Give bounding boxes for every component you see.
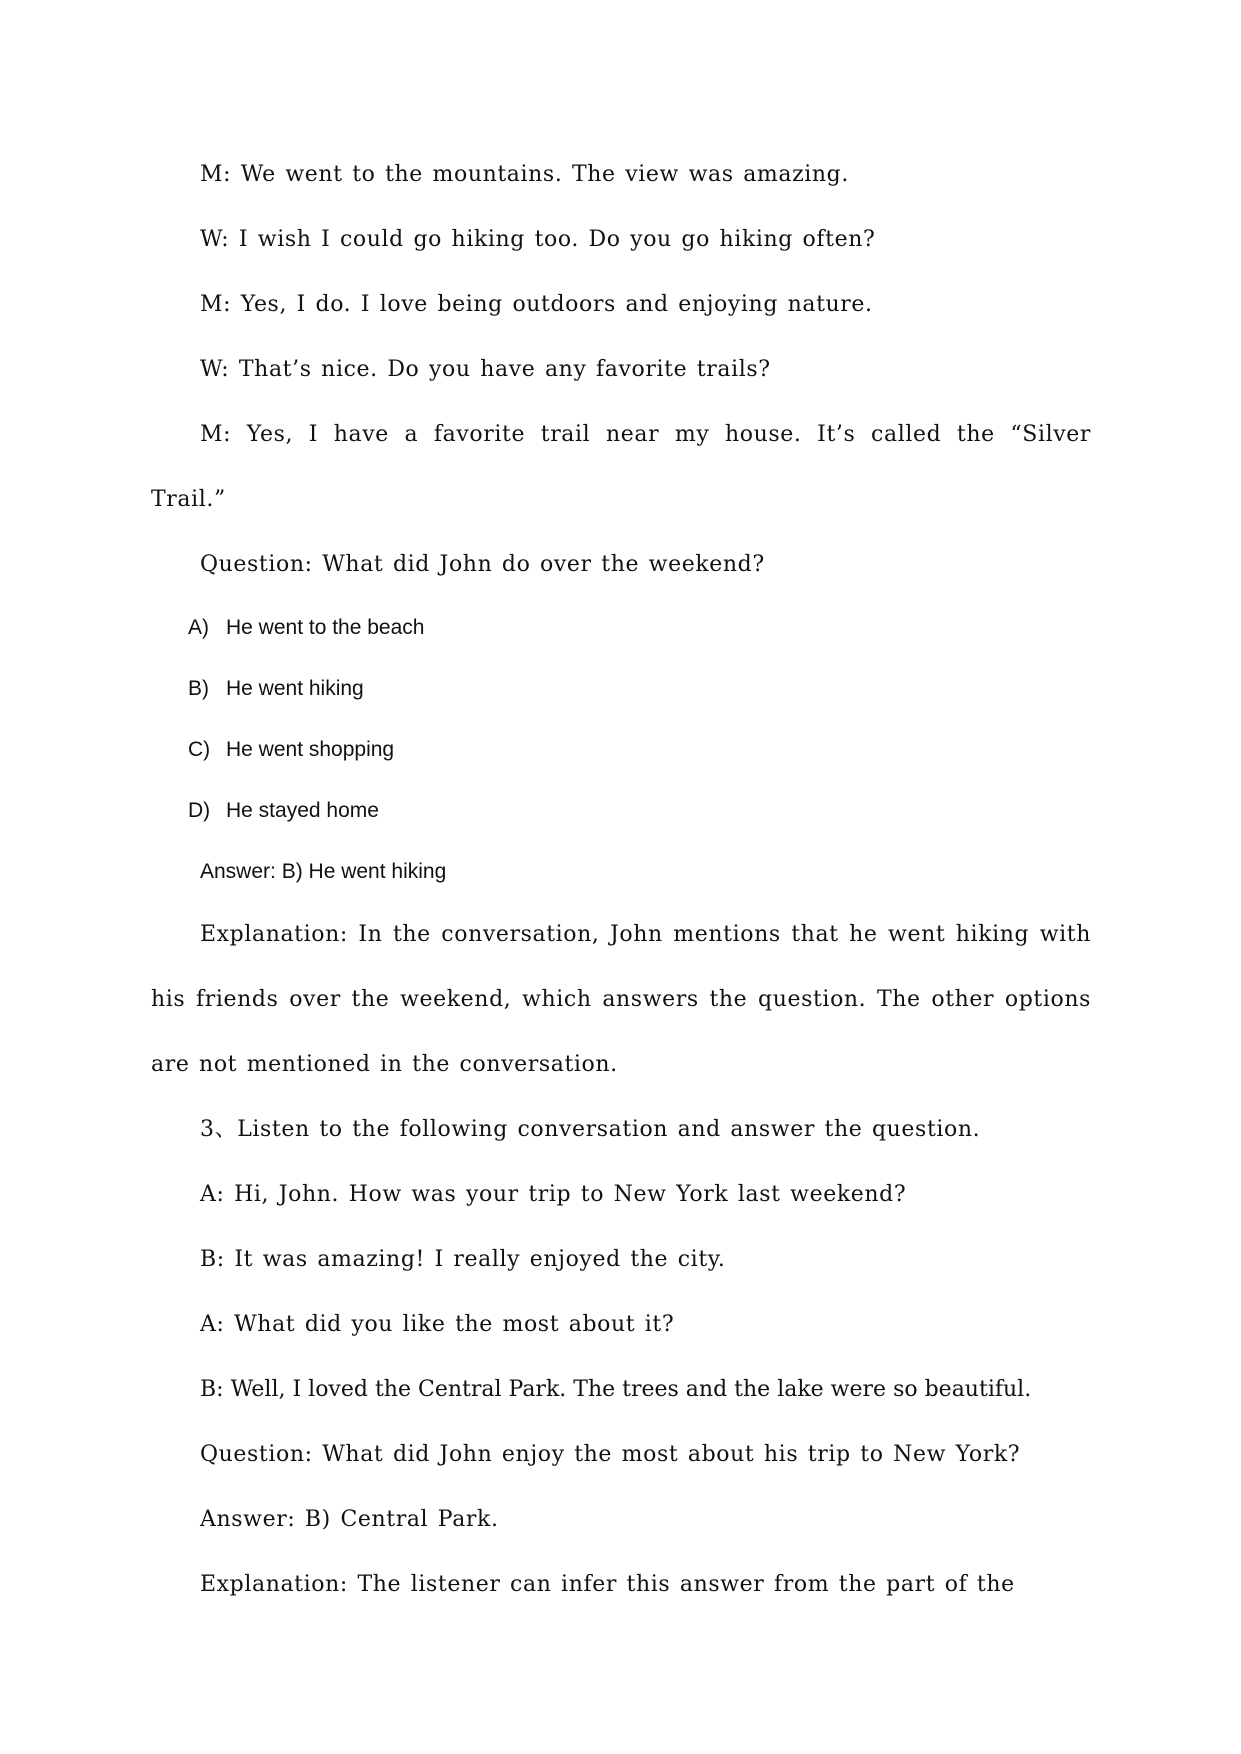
- option-text: He went shopping: [226, 738, 395, 761]
- dialogue-line: M: Yes, I do. I love being outdoors and enjoying nature.: [200, 292, 873, 317]
- dialogue-line: B: It was amazing! I really enjoyed the city.: [200, 1247, 726, 1272]
- option-letter: B): [188, 677, 209, 700]
- item-heading: 3、Listen to the following conversation and answer the question.: [200, 1117, 981, 1142]
- question-text: Question: What did John do over the weekend?: [200, 552, 765, 577]
- question-text: Question: What did John enjoy the most about his trip to New York?: [200, 1442, 1021, 1467]
- option-text: He went hiking: [226, 677, 364, 700]
- option-letter: C): [188, 738, 211, 761]
- answer-option-c: [151, 719, 1091, 780]
- dialogue-line: M: Yes, I have a favorite trail near my house. It’s called the “Silver Trail.”: [151, 422, 1091, 512]
- answer-option-d: [151, 780, 1091, 841]
- answer-option-b: [151, 658, 1091, 719]
- explanation-text: Explanation: The listener can infer this answer from the part of the: [200, 1572, 1015, 1597]
- explanation-text: Explanation: In the conversation, John mentions that he went hiking with his friends over the weekend, which answers the question. The other options are not mentioned in the conversation.: [151, 922, 1091, 1077]
- answer-option-a: [151, 597, 1091, 658]
- dialogue-line: A: What did you like the most about it?: [200, 1312, 675, 1337]
- option-letter: A): [188, 616, 209, 639]
- document-body: [151, 142, 1091, 1617]
- dialogue-line: W: That’s nice. Do you have any favorite trails?: [200, 357, 771, 382]
- option-text: He went to the beach: [226, 616, 425, 639]
- answer-text: Answer: B) He went hiking: [200, 860, 447, 883]
- dialogue-line: A: Hi, John. How was your trip to New York last weekend?: [200, 1182, 907, 1207]
- dialogue-line: M: We went to the mountains. The view was amazing.: [200, 162, 849, 187]
- dialogue-line: B: Well, I loved the Central Park. The trees and the lake were so beautiful.: [200, 1377, 1032, 1402]
- answer-text: Answer: B) Central Park.: [200, 1507, 499, 1532]
- option-letter: D): [188, 799, 211, 822]
- option-text: He stayed home: [226, 799, 379, 822]
- dialogue-line: W: I wish I could go hiking too. Do you go hiking often?: [200, 227, 876, 252]
